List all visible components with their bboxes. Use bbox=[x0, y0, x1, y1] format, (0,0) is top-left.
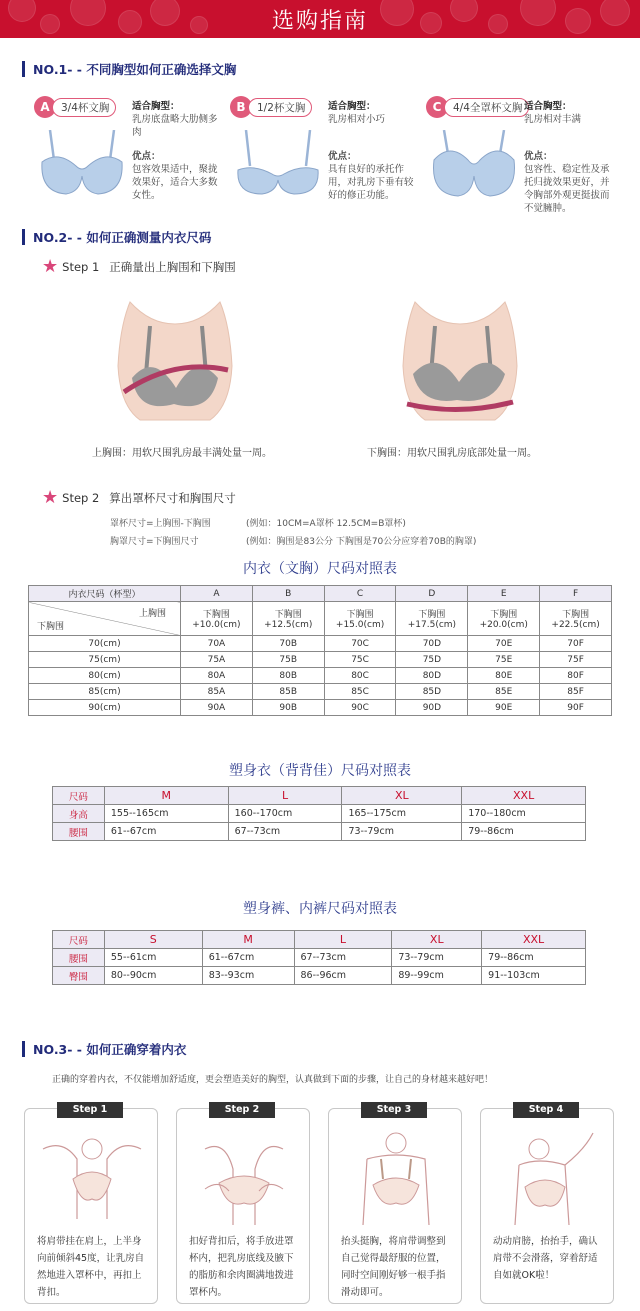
section-heading-1: NO.1- - 不同胸型如何正确选择文胸 bbox=[22, 60, 236, 78]
shaper-table-title: 塑身衣（背背佳）尺码对照表 bbox=[229, 763, 411, 779]
table-header-row: 尺码 M L XL XXL bbox=[53, 787, 586, 805]
cup-type-a: A 3/4杯文胸 适合胸型： 乳房底盘略大肋侧多肉 优点： 包容效果适中，聚拢效果好，适合大多数女性。 bbox=[22, 96, 222, 206]
cup-name: 3/4杯文胸 bbox=[52, 98, 116, 117]
bra-4-4-icon bbox=[428, 130, 520, 200]
cup-name: 4/4全罩杯文胸 bbox=[444, 98, 529, 117]
bra-table-title: 内衣（文胸）尺码对照表 bbox=[243, 561, 397, 577]
lower-bust-caption: 下胸围：用软尺围乳房底部处量一周。 bbox=[367, 448, 537, 459]
table-header-row: 尺码 S M L XL XXL bbox=[53, 931, 586, 949]
wear-step-3: Step 3 抬头挺胸，将肩带调整到自己觉得最舒服的位置，同时空间刚好够一根手指滑动即可。 bbox=[328, 1108, 462, 1304]
formula-cup: 罩杯尺寸=上胸围-下胸围 bbox=[110, 519, 211, 529]
star-icon: ★ bbox=[42, 487, 59, 508]
table-corner: 内衣尺码（杯型） bbox=[29, 586, 181, 602]
table-row: 85(cm) 85A 85B 85C 85D 85E 85F bbox=[29, 684, 612, 700]
wear-step-2: Step 2 扣好背扣后，将手放进罩杯内，把乳房底线及腋下的脂肪和余肉圈满地拨进罩杯内。 bbox=[176, 1108, 310, 1304]
pants-size-table bbox=[52, 930, 586, 985]
cup-letter: B bbox=[230, 96, 252, 118]
table-row: 臀围 80--90cm 83--93cm 86--96cm 89--99cm 91--103cm bbox=[53, 967, 586, 985]
table-row: 75(cm) 75A 75B 75C 75D 75E 75F bbox=[29, 652, 612, 668]
pants-table-title: 塑身裤、内裤尺码对照表 bbox=[243, 901, 397, 917]
star-icon: ★ bbox=[42, 256, 59, 277]
bra-1-2-icon bbox=[232, 130, 324, 200]
wearing-intro: 正确的穿着内衣，不仅能增加舒适度，更会塑造美好的胸型，认真做到下面的步骤，让自己的身材越来越好吧！ bbox=[52, 1075, 494, 1085]
wear-step-1-illustration bbox=[33, 1129, 151, 1229]
table-row: 70(cm) 70A 70B 70C 70D 70E 70F bbox=[29, 636, 612, 652]
formula-cup-example: (例如：10CM=A罩杯 12.5CM=B罩杯) bbox=[246, 519, 406, 529]
cup-letter: C bbox=[426, 96, 448, 118]
table-row: 80(cm) 80A 80B 80C 80D 80E 80F bbox=[29, 668, 612, 684]
bra-3-4-icon bbox=[36, 130, 128, 200]
cup-name: 1/2杯文胸 bbox=[248, 98, 312, 117]
bra-size-table: 内衣尺码（杯型） A B C D E F 上胸围 下胸围 下胸围 +10.0(cm) 下胸围 +12.5(cm) 下胸围 +15.0(cm) 下胸围 +17.5(cm) 下胸围 +20.0(cm) 下胸围 +22.5(cm) 70(cm) 70A 70B 70C 70D 70E 70F 75(cm) 75A 75B 75C 75D 75E 75F 80(cm) 80A 80B 80C 80D 80E 80F 85(cm) 85A 85B 85C 85D 85E 85F 90(cm) 90A 90B 90C 90D 90E 90F bbox=[28, 585, 612, 716]
wear-step-3-illustration bbox=[337, 1129, 455, 1229]
section-heading-3: NO.3- - 如何正确穿着内衣 bbox=[22, 1040, 186, 1058]
wear-step-1: Step 1 将肩带挂在肩上，上半身向前倾斜45度，让乳房自然地进入罩杯中，再扣上背扣。 bbox=[24, 1108, 158, 1304]
cup-type-c: C 4/4全罩杯文胸 适合胸型： 乳房相对丰满 优点： 包容性、稳定性及承托归拢效果更好，并令胸部外观更挺拔而不觉臃肿。 bbox=[414, 96, 614, 206]
measure-step-2: ★ Step 2 算出罩杯尺寸和胸围尺寸 bbox=[42, 487, 236, 508]
wear-step-4-illustration bbox=[489, 1129, 607, 1229]
page-title: 选购指南 bbox=[271, 9, 368, 34]
wear-step-4: Step 4 动动肩膀，抬抬手，确认肩带不会滑落，穿着舒适自如就OK啦！ bbox=[480, 1108, 614, 1304]
shaper-size-table bbox=[52, 786, 586, 841]
header-banner bbox=[0, 0, 640, 38]
upper-bust-caption: 上胸围：用软尺围乳房最丰满处量一周。 bbox=[92, 448, 272, 459]
table-row: 腰围 61--67cm 67--73cm 73--79cm 79--86cm bbox=[53, 823, 586, 841]
lower-bust-mannequin bbox=[395, 296, 525, 426]
formula-band-example: (例如：胸围是83公分 下胸围是70公分应穿着70B的胸罩) bbox=[246, 537, 477, 547]
formula-band: 胸罩尺寸=下胸围尺寸 bbox=[110, 537, 199, 547]
table-row: 腰围 55--61cm 61--67cm 67--73cm 73--79cm 79--86cm bbox=[53, 949, 586, 967]
upper-bust-mannequin bbox=[110, 296, 240, 426]
wear-step-2-illustration bbox=[185, 1129, 303, 1229]
table-row: 90(cm) 90A 90B 90C 90D 90E 90F bbox=[29, 700, 612, 716]
cup-letter: A bbox=[34, 96, 56, 118]
section-heading-2: NO.2- - 如何正确测量内衣尺码 bbox=[22, 228, 211, 246]
cup-type-b: B 1/2杯文胸 适合胸型： 乳房相对小巧 优点： 具有良好的承托作用，对乳房下垂有较好的修正功能。 bbox=[218, 96, 418, 206]
table-row: 身高 155--165cm 160--170cm 165--175cm 170--180cm bbox=[53, 805, 586, 823]
measure-step-1: ★ Step 1 正确量出上胸围和下胸围 bbox=[42, 256, 236, 277]
